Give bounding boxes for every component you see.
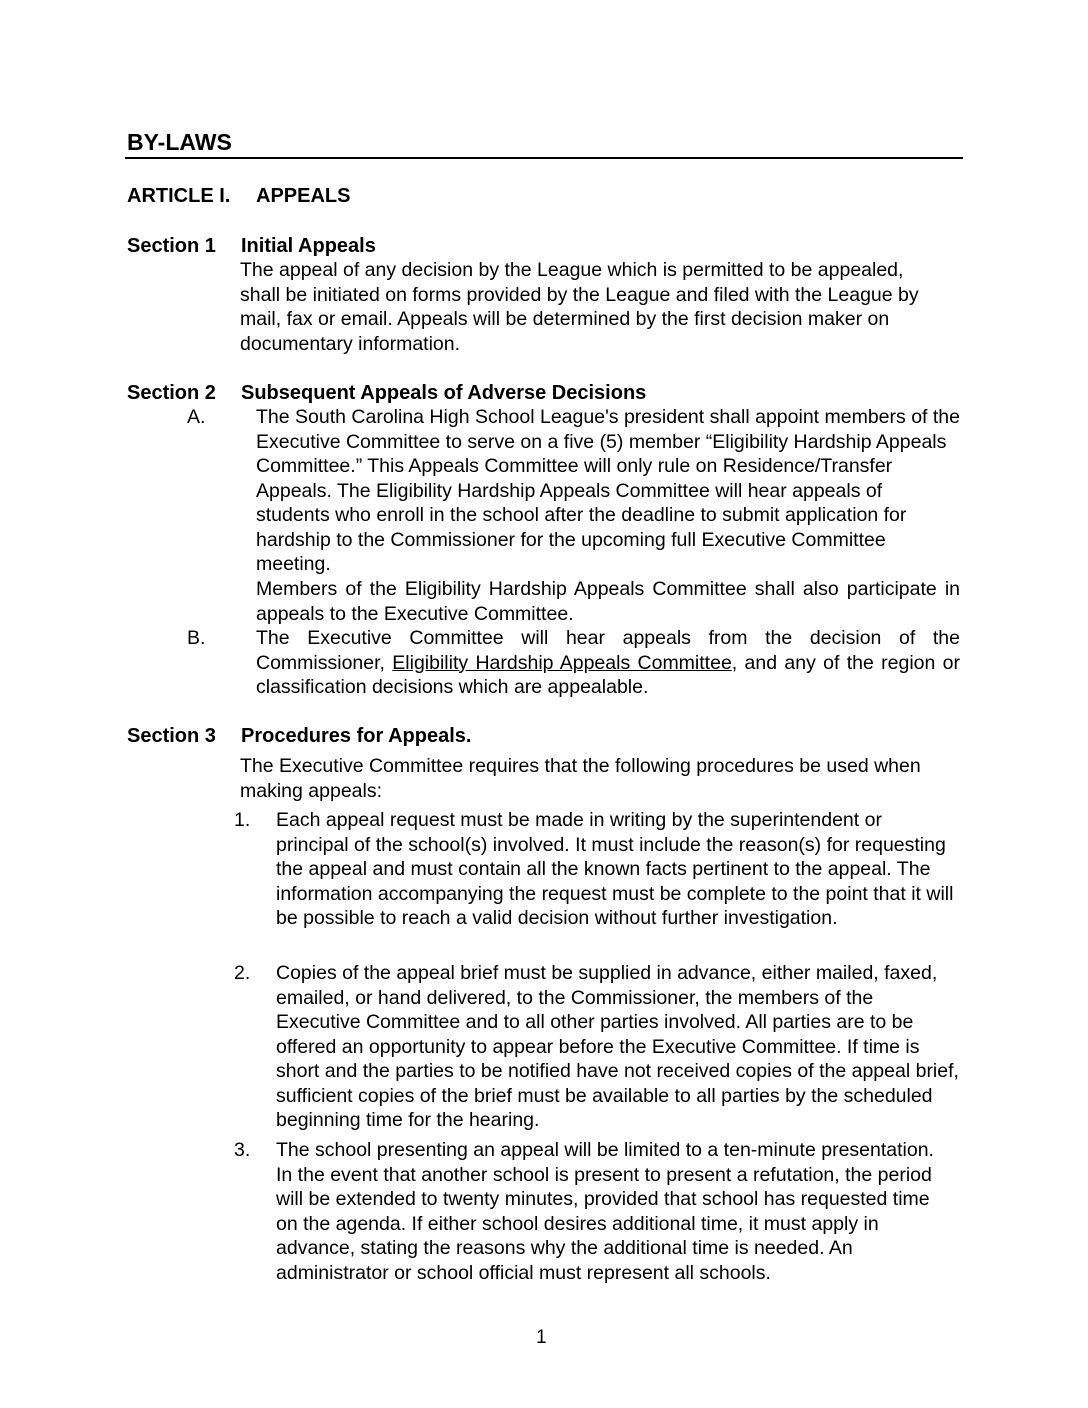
list-item-1-text: Each appeal request must be made in writing by the superintendent or principal of the school(s) involved. It must include the reason(s) for requesting the appeal and must contain all the known facts pertinent to the appeal. The information accompanying the request must be complete to the point that it will be possible to reach a valid decision without further investigation.: [276, 809, 954, 929]
article-heading: [127, 184, 350, 209]
article-title: APPEALS: [256, 185, 351, 207]
section-1-label: Section 1: [127, 235, 216, 257]
list-item-1-marker: 1.: [234, 809, 251, 831]
section-2-item-b-marker: B.: [187, 627, 206, 649]
list-item-3-marker: 3.: [234, 1139, 251, 1161]
list-item-2-text: Copies of the appeal brief must be supplied in advance, either mailed, faxed, emailed, or hand delivered, to the Commissioner, the members of the Executive Committee and to all other parties involved. All parties are to be offered an opportunity to appear before the Executive Committee. If time is short and the parties to be notified have not received copies of the appeal brief, sufficient copies of the brief must be available to all parties by the scheduled beginning time for the hearing.: [276, 962, 959, 1131]
section-1-body: The appeal of any decision by the League which is permitted to be appealed, shall be initiated on forms provided by the League and filed with the League by mail, fax or email. Appeals will be determined by the first decision maker on documentary information.: [240, 259, 919, 355]
section-1-title: Initial Appeals: [241, 235, 376, 257]
section-2-item-a-marker: A.: [187, 406, 206, 428]
item-b-text-before: The Executive Committee will hear appeals from the decision of the Commissioner,: [256, 627, 960, 674]
section-3-intro: The Executive Committee requires that the following procedures be used when making appeals:: [240, 755, 921, 802]
section-3-title: Procedures for Appeals.: [241, 725, 472, 747]
title-rule: [125, 157, 963, 159]
section-2-item-b-text: [256, 626, 960, 700]
section-2-item-a-para-2: Members of the Eligibility Hardship Appeals Committee shall also participate in appeals to the Executive Committee.: [256, 578, 960, 625]
section-3-label: Section 3: [127, 725, 216, 747]
eligibility-committee-underlined: Eligibility Hardship Appeals Committee: [392, 651, 732, 674]
item-b-text-after: , and any of the region or classification decisions which are appealable.: [256, 651, 960, 698]
section-2-item-a-para-1: The South Carolina High School League's president shall appoint members of the Executive Committee to serve on a five (5) member “Eligibility Hardship Appeals Committee.” This Appeals Committee will only rule on Residence/Transfer Appeals. The Eligibility Hardship Appeals Committee will hear appeals of students who enroll in the school after the deadline to submit application for hardship to the Commissioner for the upcoming full Executive Committee meeting.: [256, 406, 960, 575]
section-2-label: Section 2: [127, 382, 216, 404]
list-item-2-marker: 2.: [234, 962, 251, 984]
document-title: BY-LAWS: [127, 129, 232, 155]
list-item-3-text: The school presenting an appeal will be limited to a ten-minute presentation. In the event that another school is present to present a refutation, the period will be extended to twenty minutes, provided that school has requested time on the agenda. If either school desires additional time, it must apply in advance, stating the reasons why the additional time is needed. An administrator or school official must represent all schools.: [276, 1139, 934, 1284]
page-number: 1: [536, 1327, 547, 1348]
article-label: ARTICLE I.: [127, 185, 231, 207]
section-2-title: Subsequent Appeals of Adverse Decisions: [241, 382, 647, 404]
